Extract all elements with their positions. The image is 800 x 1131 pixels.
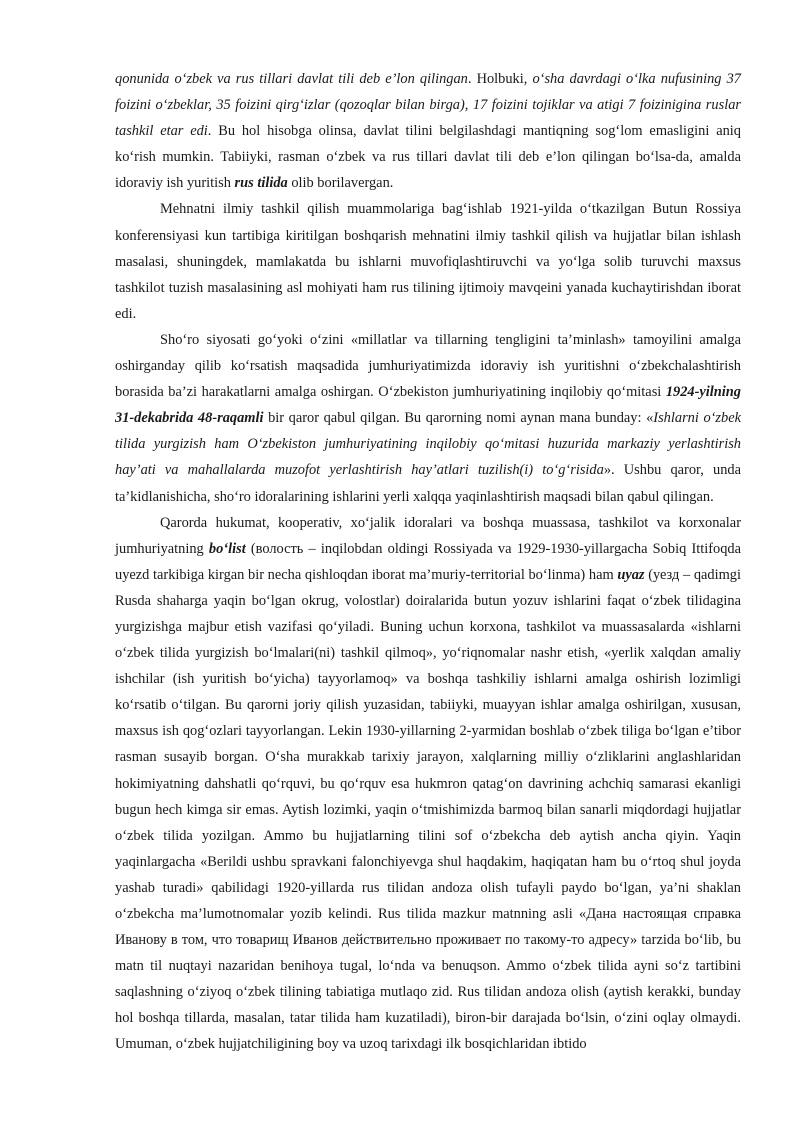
emphasis-text: uyaz <box>617 566 645 583</box>
body-paragraph <box>115 327 741 510</box>
emphasis-text: rus tilida <box>234 175 288 192</box>
body-paragraph <box>115 510 741 1058</box>
paragraph-text: Mehnatni ilmiy tashkil qilish muammolariga bag‘ishlab 1921-yilda o‘tkazilgan Butun Rossiya konferensiyasi kun tartibiga kiritilgan boshqarish mehnatini ilmiy tashkil qilish va hujjatlar bilan ishlash masalasi, shuningdek, mamlakatda bu ishlarni muvofiqlashtiruvchi va yo‘lga solib turuvchi maxsus tashkilot tuzish masalasining asl mohiyati ham rus tilining ijtimoiy mavqeini yanada kuchaytirishdan iborat edi. <box>115 201 741 322</box>
paragraph-text: Qarorda hukumat, kooperativ, xo‘jalik idoralari va boshqa muassasa, tashkilot va korxonalar jumhuriyatning <box>115 514 741 557</box>
paragraph-text: bir qaror qabul qilgan. Bu qarorning nomi aynan mana bunday: « <box>263 410 654 427</box>
paragraph-text: . Bu hol hisobga olinsa, davlat tilini belgilashdagi mantiqning sog‘lom emasligini aniq ko‘rish mumkin. Tabiiyki, rasman o‘zbek va rus tillari davlat tili deb e’lon qilingan bo‘lsa-da, amalda idoraviy ish yuritish <box>115 123 741 192</box>
paragraph-text: . Holbuki, <box>467 71 533 87</box>
paragraph-text: (волость – inqilobdan oldingi Rossiyada va 1929-1930-yillargacha Sobiq Ittifoqda uyezd tarkibiga kirgan bir necha qishloqdan iborat ma’muriy-territorial bo‘linma) ham <box>115 540 741 583</box>
paragraph-text: Ishlarni o‘zbek tilida yurgizish ham O‘zbekiston jumhuriyatining inqilobiy qo‘mitasi huzurida markaziy yerlashtirish hay’ati va mahallalarda muzofot yerlashtirish hay’atlari tuzilish(i) to‘g‘risida <box>115 410 742 479</box>
paragraph-text: o‘sha davrdagi o‘lka nufusining 37 foizini o‘zbeklar, 35 foizini qirg‘izlar (qozoqlar bilan birga), 17 foizini tojiklar va atigi 7 foizinigina ruslar tashkil etar edi <box>115 71 741 140</box>
body-paragraph <box>115 66 741 196</box>
body-paragraph <box>115 196 741 326</box>
document-page <box>115 66 741 1058</box>
emphasis-text: bo‘list <box>208 540 246 557</box>
paragraph-text: (уезд – qadimgi Rusda shaharga yaqin bo‘lgan okrug, volostlar) doiralarida butun yozuv ishlarini faqat o‘zbek tilidagina yurgizishga majbur etish vazifasi qo‘yiladi. Buning uchun korxona, tashkilot va muassasalarda «ishlarni o‘zbek tilida yurgizish bo‘lmalari(ni) tashkil qilmoq», yo‘riqnomalar nashr etish, «yerlik xalqdan amaliy ishchilar (ish yuritish bo‘yicha) tayyorlamoq» va boshqa tashkiliy ishlarni amalga oshirish lozimligi ko‘rsatib o‘tilgan. Bu qarorni joriy qilish yuzasidan, tabiiyki, muayyan ishlar amalga oshirilgan, xususan, maxsus ish qog‘ozlari tayyorlangan. Lekin 1930-yillarning 2-yarmidan boshlab o‘zbek tiliga bo‘lgan e’tibor rasman susayib borgan. O‘sha murakkab tarixiy jarayon, xalqlarning milliy o‘zliklarini anglashlaridan hokimiyatning dahshatli qo‘rquvi, bu qo‘rquv esa hukmron qatag‘on davrining achchiq samarasi ekanligi bugun hech kimga sir emas. Aytish lozimki, yaqin o‘tmishimizda barmoq bilan sanarli miqdordagi hujjatlar o‘zbek tilida yozilgan. Ammo bu hujjatlarning tilini sof o‘zbekcha deb aytish ancha qiyin. Yaqin yaqinlargacha «Berildi ushbu spravkani falonchiyevga shul haqdakim, haqiqatan ham bu o‘rtoq shul joyda yashab turadi» qabilidagi 1920-yillarda rus tilidan andoza olish tufayli paydo bo‘lgan, ya’ni shaklan o‘zbekcha ma’lumotnomalar yozib kelindi. Rus tilida mazkur matnning asli «Дана настоящая справка Иванову в том, что товарищ Иванов действительно проживает по такому-то адресу» tarzida bo‘lib, bu matn til nuqtayi nazaridan benihoya tugal, lo‘nda va benuqson. Ammo o‘zbek tilida ayni so‘z tartibini saqlashning o‘ziyoq o‘zbek tilining tabiatiga mutlaqo zid. Rus tilidan andoza olish (aytish kerakki, bunday hol boshqa tillarda, masalan, tatar tilida ham kuzatiladi), biron-bir darajada bo‘lsin, o‘zini oqlay olmaydi. Umuman, o‘zbek hujjatchiligining boy va uzoq tarixdagi ilk bosqichlaridan ibtido <box>115 566 741 1053</box>
paragraph-text: ». Ushbu qaror, unda ta’kidlanishicha, sho‘ro idoralarining ishlarini yerli xalqqa yaqinlashtirish maqsadi bilan qabul qilingan. <box>115 462 741 505</box>
paragraph-text: olib borilavergan. <box>287 175 394 192</box>
emphasis-text: 1924-yilning 31-dekabrida 48-raqamli <box>115 384 741 427</box>
paragraph-text: qonunida o‘zbek va rus tillari davlat tili deb e’lon qilingan <box>115 71 468 87</box>
paragraph-text: Sho‘ro siyosati go‘yoki o‘zini «millatlar va tillarning tengligini ta’minlash» tamoyilini amalga oshirganday qilib ko‘rsatish maqsadida jumhuriyatimizda idoraviy ish yuritishni o‘zbekchalashtirish borasida ba’zi harakatlarni amalga oshirgan. O‘zbekiston jumhuriyatining inqilobiy qo‘mitasi <box>115 331 741 401</box>
